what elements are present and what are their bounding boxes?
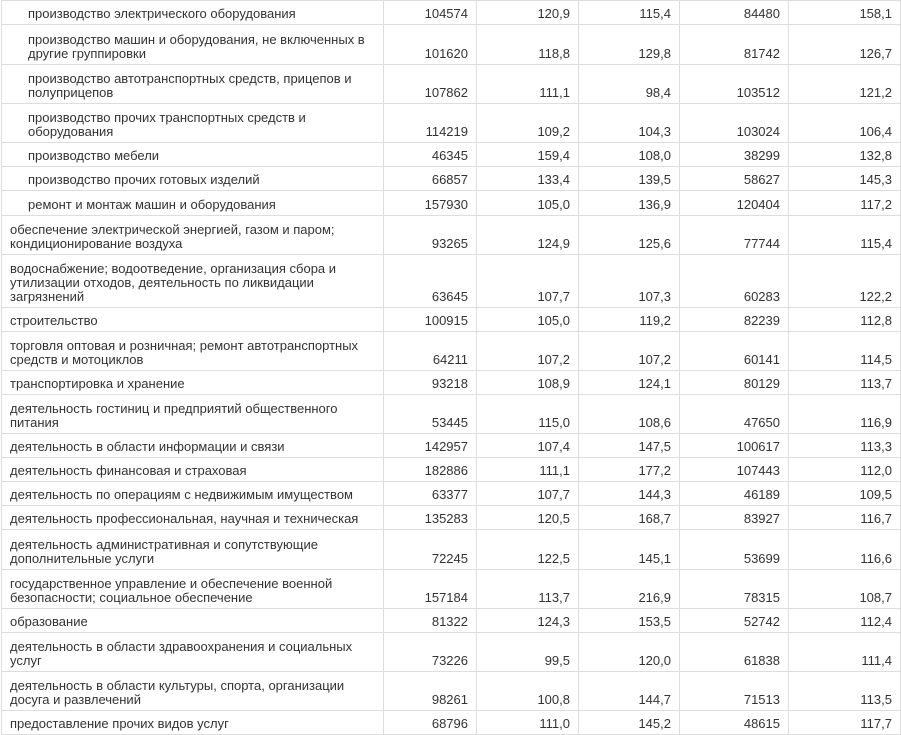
table-row [2, 143, 901, 167]
value-cell-col-2: 124,9 [477, 216, 579, 255]
value-cell-col-3: 119,2 [579, 308, 680, 332]
value-cell-col-4: 83927 [680, 506, 789, 530]
industry-name-cell: транспортировка и хранение [2, 371, 384, 395]
value-cell-col-5: 116,9 [789, 395, 901, 434]
value-cell-col-2: 105,0 [477, 308, 579, 332]
value-cell-col-5: 116,7 [789, 506, 901, 530]
table-row [2, 191, 901, 216]
industry-name-cell: деятельность в области информации и связи [2, 434, 384, 458]
table-row [2, 609, 901, 633]
table-row [2, 65, 901, 104]
industry-name-cell: деятельность административная и сопутствующие дополнительные услуги [2, 530, 384, 570]
value-cell-col-5: 126,7 [789, 25, 901, 65]
value-cell-col-1: 182886 [384, 458, 477, 482]
table-row [2, 1, 901, 25]
table-row [2, 216, 901, 255]
industry-name-cell: водоснабжение; водоотведение, организация сбора и утилизации отходов, деятельность по ликвидации загрязнений [2, 255, 384, 308]
value-cell-col-3: 145,2 [579, 711, 680, 735]
value-cell-col-5: 117,7 [789, 711, 901, 735]
value-cell-col-2: 115,0 [477, 395, 579, 434]
value-cell-col-1: 68796 [384, 711, 477, 735]
table-row [2, 434, 901, 458]
value-cell-col-1: 46345 [384, 143, 477, 167]
value-cell-col-5: 121,2 [789, 65, 901, 104]
industry-name-cell: деятельность финансовая и страховая [2, 458, 384, 482]
value-cell-col-2: 111,1 [477, 458, 579, 482]
value-cell-col-5: 109,5 [789, 482, 901, 506]
value-cell-col-1: 53445 [384, 395, 477, 434]
value-cell-col-2: 99,5 [477, 633, 579, 672]
value-cell-col-5: 116,6 [789, 530, 901, 570]
value-cell-col-3: 145,1 [579, 530, 680, 570]
industry-name-cell: деятельность в области здравоохранения и социальных услуг [2, 633, 384, 672]
industry-name-cell: ремонт и монтаж машин и оборудования [2, 191, 384, 216]
value-cell-col-5: 108,7 [789, 570, 901, 609]
value-cell-col-2: 122,5 [477, 530, 579, 570]
value-cell-col-4: 82239 [680, 308, 789, 332]
value-cell-col-5: 122,2 [789, 255, 901, 308]
industry-name-cell: деятельность по операциям с недвижимым имуществом [2, 482, 384, 506]
value-cell-col-5: 145,3 [789, 167, 901, 191]
value-cell-col-2: 107,7 [477, 255, 579, 308]
value-cell-col-4: 46189 [680, 482, 789, 506]
value-cell-col-5: 106,4 [789, 104, 901, 143]
value-cell-col-5: 115,4 [789, 216, 901, 255]
value-cell-col-4: 47650 [680, 395, 789, 434]
table-row [2, 255, 901, 308]
value-cell-col-4: 80129 [680, 371, 789, 395]
value-cell-col-3: 129,8 [579, 25, 680, 65]
value-cell-col-4: 120404 [680, 191, 789, 216]
value-cell-col-4: 78315 [680, 570, 789, 609]
value-cell-col-5: 112,0 [789, 458, 901, 482]
value-cell-col-2: 159,4 [477, 143, 579, 167]
value-cell-col-4: 52742 [680, 609, 789, 633]
value-cell-col-1: 81322 [384, 609, 477, 633]
value-cell-col-2: 100,8 [477, 672, 579, 711]
table-row [2, 332, 901, 371]
value-cell-col-4: 60141 [680, 332, 789, 371]
value-cell-col-3: 120,0 [579, 633, 680, 672]
value-cell-col-2: 107,7 [477, 482, 579, 506]
industry-name-cell: государственное управление и обеспечение военной безопасности; социальное обеспечение [2, 570, 384, 609]
value-cell-col-5: 112,8 [789, 308, 901, 332]
value-cell-col-3: 139,5 [579, 167, 680, 191]
industry-name-cell: предоставление прочих видов услуг [2, 711, 384, 735]
industry-name-cell: производство прочих транспортных средств и оборудования [2, 104, 384, 143]
value-cell-col-4: 103024 [680, 104, 789, 143]
industry-name-cell: деятельность в области культуры, спорта, организации досуга и развлечений [2, 672, 384, 711]
value-cell-col-3: 98,4 [579, 65, 680, 104]
value-cell-col-3: 153,5 [579, 609, 680, 633]
value-cell-col-2: 113,7 [477, 570, 579, 609]
value-cell-col-2: 108,9 [477, 371, 579, 395]
table-row [2, 530, 901, 570]
value-cell-col-1: 142957 [384, 434, 477, 458]
value-cell-col-2: 133,4 [477, 167, 579, 191]
value-cell-col-2: 107,4 [477, 434, 579, 458]
table-row [2, 711, 901, 735]
table-body [2, 1, 901, 735]
value-cell-col-1: 93218 [384, 371, 477, 395]
value-cell-col-1: 157184 [384, 570, 477, 609]
value-cell-col-1: 100915 [384, 308, 477, 332]
table-row [2, 458, 901, 482]
value-cell-col-3: 108,0 [579, 143, 680, 167]
value-cell-col-1: 63377 [384, 482, 477, 506]
value-cell-col-5: 113,5 [789, 672, 901, 711]
value-cell-col-3: 216,9 [579, 570, 680, 609]
table-row [2, 104, 901, 143]
value-cell-col-1: 66857 [384, 167, 477, 191]
table-row [2, 506, 901, 530]
value-cell-col-4: 58627 [680, 167, 789, 191]
value-cell-col-4: 81742 [680, 25, 789, 65]
value-cell-col-5: 112,4 [789, 609, 901, 633]
table-row [2, 371, 901, 395]
value-cell-col-5: 117,2 [789, 191, 901, 216]
value-cell-col-3: 144,3 [579, 482, 680, 506]
value-cell-col-4: 107443 [680, 458, 789, 482]
table-row [2, 25, 901, 65]
table-row [2, 482, 901, 506]
value-cell-col-4: 53699 [680, 530, 789, 570]
value-cell-col-1: 104574 [384, 1, 477, 25]
value-cell-col-5: 158,1 [789, 1, 901, 25]
industry-name-cell: торговля оптовая и розничная; ремонт автотранспортных средств и мотоциклов [2, 332, 384, 371]
table-row [2, 167, 901, 191]
value-cell-col-1: 72245 [384, 530, 477, 570]
industry-name-cell: строительство [2, 308, 384, 332]
value-cell-col-4: 84480 [680, 1, 789, 25]
value-cell-col-1: 93265 [384, 216, 477, 255]
value-cell-col-1: 157930 [384, 191, 477, 216]
value-cell-col-4: 77744 [680, 216, 789, 255]
value-cell-col-3: 144,7 [579, 672, 680, 711]
table-row [2, 570, 901, 609]
value-cell-col-5: 111,4 [789, 633, 901, 672]
value-cell-col-2: 120,5 [477, 506, 579, 530]
value-cell-col-2: 124,3 [477, 609, 579, 633]
value-cell-col-1: 64211 [384, 332, 477, 371]
value-cell-col-3: 168,7 [579, 506, 680, 530]
value-cell-col-3: 125,6 [579, 216, 680, 255]
value-cell-col-5: 114,5 [789, 332, 901, 371]
industry-name-cell: производство электрического оборудования [2, 1, 384, 25]
value-cell-col-5: 113,3 [789, 434, 901, 458]
industry-name-cell: деятельность профессиональная, научная и техническая [2, 506, 384, 530]
industry-name-cell: производство прочих готовых изделий [2, 167, 384, 191]
industry-name-cell: образование [2, 609, 384, 633]
value-cell-col-3: 136,9 [579, 191, 680, 216]
table-row [2, 308, 901, 332]
value-cell-col-4: 48615 [680, 711, 789, 735]
value-cell-col-1: 135283 [384, 506, 477, 530]
value-cell-col-3: 115,4 [579, 1, 680, 25]
value-cell-col-4: 38299 [680, 143, 789, 167]
value-cell-col-1: 107862 [384, 65, 477, 104]
value-cell-col-4: 60283 [680, 255, 789, 308]
value-cell-col-4: 100617 [680, 434, 789, 458]
value-cell-col-3: 108,6 [579, 395, 680, 434]
industry-name-cell: обеспечение электрической энергией, газом и паром; кондиционирование воздуха [2, 216, 384, 255]
table-row [2, 633, 901, 672]
industry-name-cell: производство машин и оборудования, не включенных в другие группировки [2, 25, 384, 65]
value-cell-col-4: 71513 [680, 672, 789, 711]
value-cell-col-2: 109,2 [477, 104, 579, 143]
value-cell-col-5: 113,7 [789, 371, 901, 395]
value-cell-col-3: 124,1 [579, 371, 680, 395]
value-cell-col-2: 120,9 [477, 1, 579, 25]
value-cell-col-4: 103512 [680, 65, 789, 104]
value-cell-col-1: 98261 [384, 672, 477, 711]
value-cell-col-1: 101620 [384, 25, 477, 65]
value-cell-col-5: 132,8 [789, 143, 901, 167]
value-cell-col-2: 107,2 [477, 332, 579, 371]
value-cell-col-3: 107,3 [579, 255, 680, 308]
value-cell-col-3: 104,3 [579, 104, 680, 143]
value-cell-col-2: 118,8 [477, 25, 579, 65]
value-cell-col-2: 111,0 [477, 711, 579, 735]
table-row [2, 395, 901, 434]
industry-name-cell: деятельность гостиниц и предприятий общественного питания [2, 395, 384, 434]
table-row [2, 672, 901, 711]
wages-statistics-table [1, 0, 901, 735]
value-cell-col-3: 147,5 [579, 434, 680, 458]
value-cell-col-1: 73226 [384, 633, 477, 672]
value-cell-col-1: 114219 [384, 104, 477, 143]
value-cell-col-2: 105,0 [477, 191, 579, 216]
value-cell-col-3: 107,2 [579, 332, 680, 371]
value-cell-col-3: 177,2 [579, 458, 680, 482]
value-cell-col-2: 111,1 [477, 65, 579, 104]
industry-name-cell: производство автотранспортных средств, прицепов и полуприцепов [2, 65, 384, 104]
value-cell-col-1: 63645 [384, 255, 477, 308]
value-cell-col-4: 61838 [680, 633, 789, 672]
industry-name-cell: производство мебели [2, 143, 384, 167]
